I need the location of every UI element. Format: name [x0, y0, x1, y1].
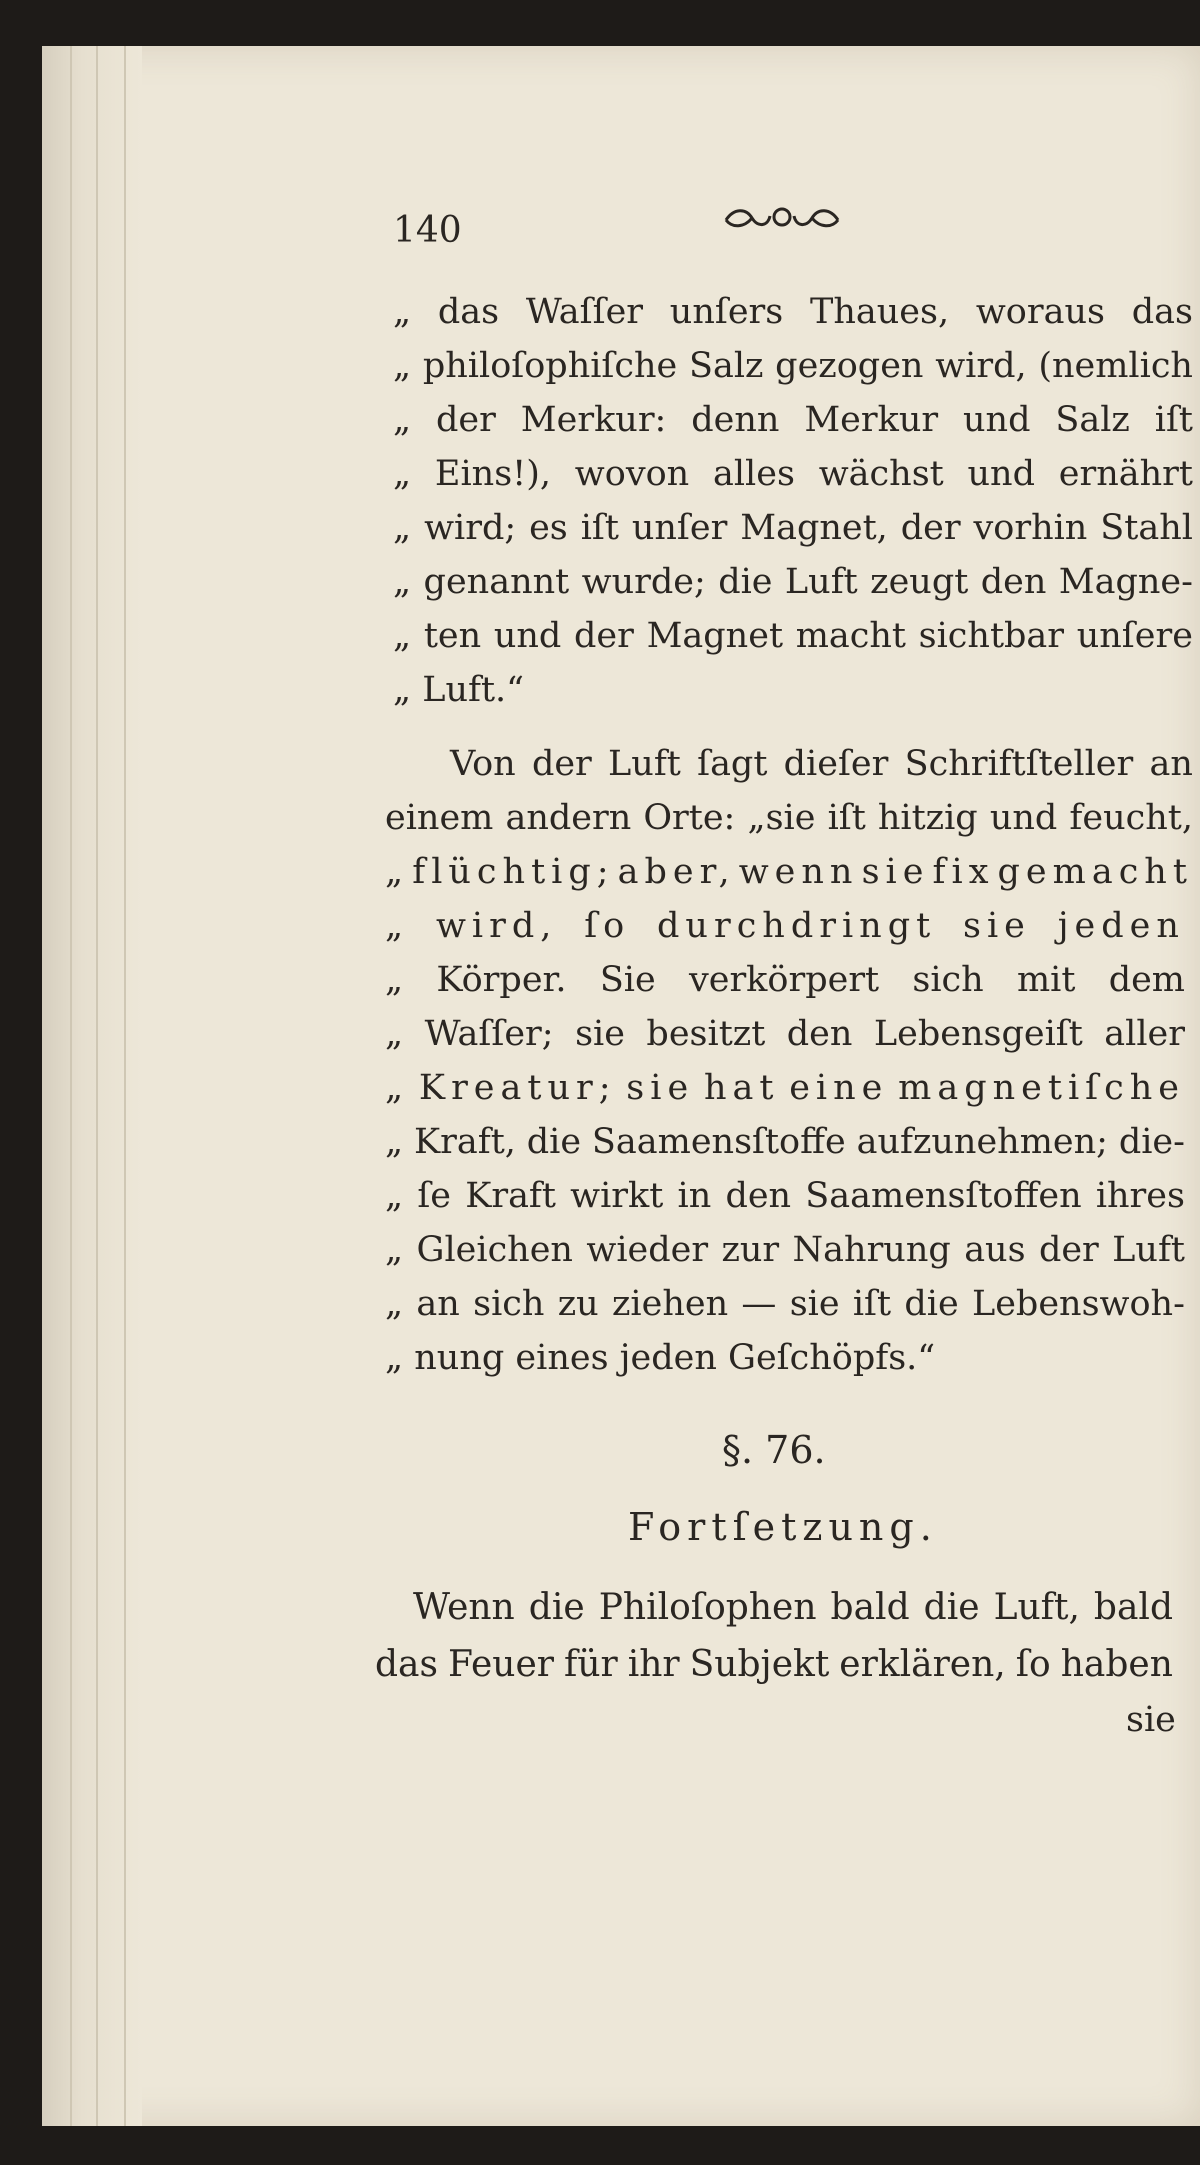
- text-line: „ das Waſſer unſers Thaues, woraus das: [393, 292, 1193, 332]
- text-line: „ wird; es iſt unſer Magnet, der vorhin Stahl: [393, 508, 1193, 548]
- text-line: „ der Merkur: denn Merkur und Salz iſt: [393, 400, 1193, 440]
- text-line: „ Waſſer; sie besitzt den Lebensgeiſt aller: [385, 1014, 1185, 1054]
- section-title: Fortſetzung.: [628, 1505, 938, 1549]
- catchword: sie: [1126, 1700, 1176, 1740]
- text-line: das Feuer für ihr Subjekt erklären, ſo haben: [375, 1644, 1173, 1685]
- text-line: „ nung eines jeden Geſchöpfs.“: [385, 1338, 936, 1378]
- text-line: „ Kraft, die Saamensſtoffe aufzunehmen; die-: [385, 1122, 1185, 1162]
- text-line: „ Eins!), wovon alles wächst und ernährt: [393, 454, 1193, 494]
- text-line: Von der Luft ſagt dieſer Schriftſteller an: [450, 744, 1193, 784]
- text-line: „ Körper. Sie verkörpert sich mit dem: [385, 960, 1185, 1000]
- text-line: „ Gleichen wieder zur Nahrung aus der Luft: [385, 1230, 1185, 1270]
- ornament-icon: [722, 200, 842, 234]
- section-number: §. 76.: [722, 1428, 826, 1472]
- text-line: „ Kreatur; sie hat eine magnetiſche: [385, 1068, 1185, 1108]
- page-number: 140: [393, 210, 462, 251]
- text-line: „ ſe Kraft wirkt in den Saamensſtoffen ihres: [385, 1176, 1185, 1216]
- text-line: „ an sich zu ziehen — sie iſt die Lebenswoh-: [385, 1284, 1185, 1324]
- text-line: Wenn die Philoſophen bald die Luft, bald: [413, 1587, 1173, 1628]
- text-line: „ flüchtig; aber, wenn sie fix gemacht: [385, 852, 1193, 892]
- text-line: „ wird, ſo durchdringt sie jeden: [385, 906, 1185, 946]
- text-line: „ philoſophiſche Salz gezogen wird, (nemlich: [393, 346, 1193, 386]
- text-line: „ Luft.“: [393, 670, 525, 710]
- text-line: „ ten und der Magnet macht sichtbar unſere: [393, 616, 1193, 656]
- text-line: einem andern Orte: „sie iſt hitzig und feucht,: [385, 798, 1193, 838]
- text-line: „ genannt wurde; die Luft zeugt den Magne-: [393, 562, 1193, 602]
